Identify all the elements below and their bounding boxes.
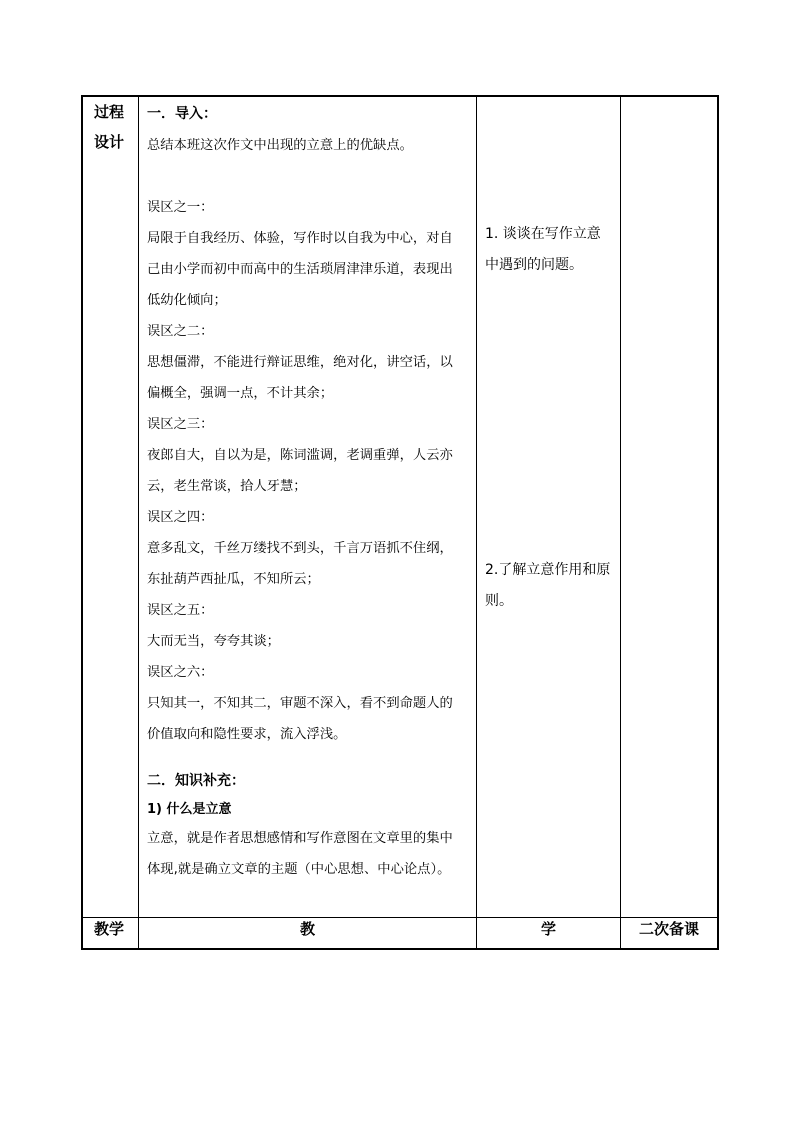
misconception-line: 低幼化倾向；	[147, 293, 227, 308]
misconception-title: 误区之二：	[147, 324, 214, 339]
footer-col-3: 学	[477, 918, 621, 950]
misconception-title: 误区之一：	[147, 200, 214, 215]
misconception-line: 云，老生常谈，拾人牙慧；	[147, 479, 307, 494]
student-item-line: 则。	[485, 593, 513, 609]
second-prep-cell	[621, 96, 719, 918]
definition-line: 立意，就是作者思想感情和写作意图在文章里的集中	[147, 831, 453, 846]
teacher-content	[139, 97, 476, 885]
misconception-line: 东扯葫芦西扯瓜，不知所云；	[147, 572, 320, 587]
misconception-line: 己由小学而初中而高中的生活琐屑津津乐道，表现出	[147, 262, 453, 277]
teacher-content-cell	[139, 96, 477, 918]
row-label-line-1: 过程	[94, 103, 125, 121]
student-item-2	[485, 555, 616, 617]
misconception-title: 误区之三：	[147, 417, 214, 432]
process-design-row	[82, 96, 718, 918]
misconception-title: 误区之六：	[147, 665, 214, 680]
footer-col-1: 教学	[82, 918, 139, 950]
misconception-line: 只知其一，不知其二，审题不深入，看不到命题人的	[147, 696, 453, 711]
misconception-line: 偏概全，强调一点，不计其余；	[147, 386, 334, 401]
misconception-line: 价值取向和隐性要求，流入浮浅。	[147, 727, 347, 742]
student-item-line: 2.了解立意作用和原	[485, 562, 611, 578]
misconception-line: 局限于自我经历、体验，写作时以自我为中心，对自	[147, 231, 453, 246]
misconception-title: 误区之五：	[147, 603, 214, 618]
spacer	[147, 161, 470, 192]
student-item-line: 中遇到的问题。	[485, 257, 583, 273]
misconception-line: 夜郎自大，自以为是，陈词滥调，老调重弹，人云亦	[147, 448, 453, 463]
subsection-title: 1) 什么是立意	[147, 802, 232, 817]
section2-title: 二．知识补充：	[147, 773, 245, 789]
misconception-line: 意多乱文，千丝万缕找不到头，千言万语抓不住纲，	[147, 541, 453, 556]
row-label-line-2: 设计	[94, 133, 125, 151]
footer-row	[82, 918, 718, 950]
section1-intro: 总结本班这次作文中出现的立意上的优缺点。	[147, 138, 413, 153]
misconception-title: 误区之四：	[147, 510, 214, 525]
definition-line: 体现,就是确立文章的主题（中心思想、中心论点）。	[147, 862, 451, 877]
student-activity-cell	[477, 96, 621, 918]
section1-title: 一．导入：	[147, 106, 217, 122]
row-label-cell	[82, 96, 139, 918]
student-item-line: 1. 谈谈在写作立意	[485, 226, 601, 242]
footer-col-2: 教	[139, 918, 477, 950]
misconception-line: 思想僵滞，不能进行辩证思维，绝对化，讲空话，以	[147, 355, 453, 370]
footer-col-4: 二次备课	[621, 918, 719, 950]
misconception-line: 大而无当，夸夸其谈；	[147, 634, 280, 649]
lesson-plan-table	[81, 95, 719, 950]
student-item-1	[485, 219, 616, 281]
